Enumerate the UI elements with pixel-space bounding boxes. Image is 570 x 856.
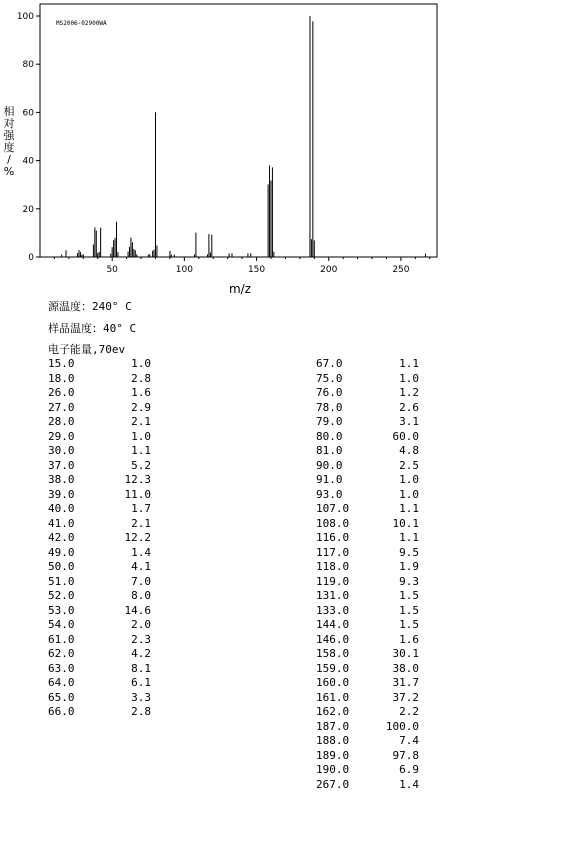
x-axis-label: m/z	[228, 282, 252, 296]
abundance-value: 1.0	[131, 357, 151, 370]
table-row	[316, 430, 419, 445]
table-row	[316, 763, 419, 778]
mz-value: 26.0	[48, 386, 75, 399]
table-row	[316, 357, 419, 372]
peak-table-right	[316, 357, 419, 792]
table-row	[316, 734, 419, 749]
abundance-value: 14.6	[124, 603, 151, 617]
abundance-value: 1.0	[399, 473, 419, 486]
table-row	[316, 676, 419, 691]
abundance-value: 12.2	[124, 531, 151, 544]
y-axis-label-char: %	[3, 165, 15, 178]
abundance-value: 3.3	[131, 690, 151, 704]
mz-value: 119.0	[316, 574, 350, 588]
mz-value: 158.0	[316, 647, 350, 660]
mz-value: 131.0	[316, 589, 350, 602]
table-row	[48, 546, 151, 561]
table-row	[48, 531, 151, 546]
mz-value: 159.0	[316, 661, 350, 675]
table-row	[316, 459, 419, 474]
abundance-value: 1.0	[399, 487, 419, 501]
table-row	[48, 357, 151, 372]
mz-value: 160.0	[316, 676, 350, 689]
y-axis-label-char: 相	[3, 105, 15, 118]
abundance-value: 2.1	[131, 516, 151, 530]
abundance-value: 37.2	[392, 690, 419, 704]
mz-value: 75.0	[316, 371, 343, 385]
x-axis	[54, 257, 429, 275]
table-row	[316, 372, 419, 387]
mz-value: 107.0	[316, 502, 350, 515]
abundance-value: 1.5	[399, 603, 419, 617]
abundance-value: 2.2	[399, 705, 419, 718]
table-row	[48, 647, 151, 662]
abundance-value: 2.9	[131, 400, 151, 414]
table-row	[316, 473, 419, 488]
mz-value: 64.0	[48, 676, 75, 689]
x-tick-label: 100	[175, 265, 193, 275]
mz-value: 65.0	[48, 690, 75, 704]
table-row	[316, 415, 419, 430]
y-tick-label: 80	[22, 60, 34, 71]
y-axis-label	[3, 106, 15, 178]
mz-value: 66.0	[48, 705, 75, 718]
mz-value: 144.0	[316, 618, 350, 631]
abundance-value: 7.4	[399, 734, 419, 747]
mz-value: 80.0	[316, 429, 343, 443]
table-row	[48, 488, 151, 503]
peak-bars	[62, 16, 426, 257]
table-row	[48, 459, 151, 474]
x-tick-label: 150	[247, 265, 266, 275]
mz-value: 54.0	[48, 618, 75, 631]
abundance-value: 1.4	[131, 545, 151, 559]
y-axis-label-char: 度	[3, 141, 15, 154]
abundance-value: 1.6	[131, 386, 151, 399]
mz-value: 42.0	[48, 531, 75, 544]
y-tick-label: 60	[22, 108, 34, 119]
table-row	[316, 618, 419, 633]
table-row	[316, 778, 419, 793]
table-row	[48, 430, 151, 445]
table-row	[316, 604, 419, 619]
abundance-value: 6.9	[399, 763, 419, 776]
mz-value: 61.0	[48, 632, 75, 646]
mz-value: 52.0	[48, 589, 75, 602]
abundance-value: 100.0	[385, 719, 419, 733]
mz-value: 27.0	[48, 400, 75, 414]
abundance-value: 2.0	[131, 618, 151, 631]
abundance-value: 11.0	[124, 487, 151, 501]
table-row	[316, 546, 419, 561]
mz-value: 76.0	[316, 386, 343, 399]
mz-value: 63.0	[48, 661, 75, 675]
table-row	[48, 618, 151, 633]
abundance-value: 4.8	[399, 444, 419, 457]
mz-value: 39.0	[48, 487, 75, 501]
y-axis-label-char: /	[7, 153, 11, 166]
abundance-value: 2.5	[399, 458, 419, 472]
mz-value: 146.0	[316, 632, 350, 646]
mz-value: 18.0	[48, 371, 75, 385]
table-row	[48, 517, 151, 532]
mz-value: 91.0	[316, 473, 343, 486]
abundance-value: 2.3	[131, 632, 151, 646]
table-row	[48, 560, 151, 575]
abundance-value: 8.1	[131, 661, 151, 675]
mz-value: 50.0	[48, 560, 75, 573]
mass-spectrum-chart	[0, 0, 570, 300]
mz-value: 78.0	[316, 400, 343, 414]
abundance-value: 12.3	[124, 473, 151, 486]
abundance-value: 1.7	[131, 502, 151, 515]
table-row	[48, 415, 151, 430]
abundance-value: 3.1	[399, 415, 419, 428]
mz-value: 49.0	[48, 545, 75, 559]
table-row	[48, 633, 151, 648]
mz-value: 189.0	[316, 748, 350, 762]
table-row	[316, 488, 419, 503]
abundance-value: 1.5	[399, 589, 419, 602]
table-row	[48, 705, 151, 720]
source-temperature: 源温度：240° C	[48, 300, 132, 313]
table-row	[316, 691, 419, 706]
table-row	[48, 401, 151, 416]
mz-value: 62.0	[48, 647, 75, 660]
table-row	[316, 633, 419, 648]
abundance-value: 8.0	[131, 589, 151, 602]
table-row	[316, 560, 419, 575]
table-row	[48, 372, 151, 387]
x-tick-label: 50	[106, 265, 118, 275]
mz-value: 90.0	[316, 458, 343, 472]
mz-value: 40.0	[48, 502, 75, 515]
abundance-value: 1.9	[399, 560, 419, 573]
abundance-value: 1.0	[399, 371, 419, 385]
abundance-value: 2.8	[131, 371, 151, 385]
abundance-value: 1.1	[399, 502, 419, 515]
table-row	[316, 517, 419, 532]
table-row	[48, 676, 151, 691]
mz-value: 67.0	[316, 357, 343, 370]
mz-value: 93.0	[316, 487, 343, 501]
abundance-value: 5.2	[131, 458, 151, 472]
abundance-value: 31.7	[392, 676, 419, 689]
x-tick-label: 200	[320, 265, 338, 275]
table-row	[48, 575, 151, 590]
abundance-value: 60.0	[392, 429, 419, 443]
abundance-value: 4.2	[131, 647, 151, 660]
abundance-value: 10.1	[392, 516, 419, 530]
mz-value: 29.0	[48, 429, 75, 443]
table-row	[316, 662, 419, 677]
abundance-value: 2.6	[399, 400, 419, 414]
abundance-value: 2.1	[131, 415, 151, 428]
abundance-value: 2.8	[131, 705, 151, 718]
mz-value: 190.0	[316, 763, 350, 776]
abundance-value: 30.1	[392, 647, 419, 660]
abundance-value: 1.1	[131, 444, 151, 457]
mz-value: 116.0	[316, 531, 350, 544]
table-row	[316, 444, 419, 459]
y-axis-label-char: 对	[3, 117, 15, 130]
table-row	[48, 444, 151, 459]
table-row	[48, 691, 151, 706]
plot-frame	[40, 4, 437, 257]
table-row	[316, 647, 419, 662]
mz-value: 108.0	[316, 516, 350, 530]
y-axis-label-char: 强	[3, 129, 15, 142]
table-row	[48, 502, 151, 517]
table-row	[316, 720, 419, 735]
mz-value: 79.0	[316, 415, 343, 428]
mz-value: 41.0	[48, 516, 75, 530]
abundance-value: 1.0	[131, 429, 151, 443]
abundance-value: 9.5	[399, 545, 419, 559]
abundance-value: 1.2	[399, 386, 419, 399]
electron-energy: 电子能量,70ev	[48, 343, 126, 356]
table-row	[316, 401, 419, 416]
mz-value: 51.0	[48, 574, 75, 588]
table-row	[316, 589, 419, 604]
mz-value: 188.0	[316, 734, 350, 747]
abundance-value: 1.1	[399, 357, 419, 370]
table-row	[316, 575, 419, 590]
sample-temperature: 样品温度：40° C	[48, 322, 137, 335]
mz-value: 37.0	[48, 458, 75, 472]
table-row	[316, 531, 419, 546]
mz-value: 28.0	[48, 415, 75, 428]
table-row	[48, 604, 151, 619]
x-tick-label: 250	[392, 265, 410, 275]
mz-value: 38.0	[48, 473, 75, 486]
table-row	[316, 705, 419, 720]
y-tick-label: 20	[22, 204, 34, 215]
abundance-value: 9.3	[399, 574, 419, 588]
mz-value: 15.0	[48, 357, 75, 370]
peak-table-left	[48, 357, 151, 720]
table-row	[48, 662, 151, 677]
y-axis	[17, 12, 40, 263]
mz-value: 187.0	[316, 719, 350, 733]
table-row	[316, 749, 419, 764]
mz-value: 267.0	[316, 777, 350, 791]
y-tick-label: 40	[22, 156, 34, 167]
y-tick-label: 0	[28, 253, 34, 263]
mz-value: 81.0	[316, 444, 343, 457]
mz-value: 162.0	[316, 705, 350, 718]
abundance-value: 1.5	[399, 618, 419, 631]
abundance-value: 4.1	[131, 560, 151, 573]
abundance-value: 97.8	[392, 748, 419, 762]
mz-value: 30.0	[48, 444, 75, 457]
abundance-value: 1.4	[399, 777, 419, 791]
table-row	[316, 502, 419, 517]
spectrum-id-label: MS2006-02900WA	[56, 20, 107, 27]
table-row	[48, 473, 151, 488]
mz-value: 117.0	[316, 545, 350, 559]
y-tick-label: 100	[16, 12, 34, 22]
abundance-value: 38.0	[392, 661, 419, 675]
mz-value: 133.0	[316, 603, 350, 617]
abundance-value: 7.0	[131, 574, 151, 588]
abundance-value: 6.1	[131, 676, 151, 689]
mz-value: 161.0	[316, 690, 350, 704]
abundance-value: 1.6	[399, 632, 419, 646]
table-row	[48, 386, 151, 401]
table-row	[316, 386, 419, 401]
table-row	[48, 589, 151, 604]
mz-value: 53.0	[48, 603, 75, 617]
mz-value: 118.0	[316, 560, 350, 573]
abundance-value: 1.1	[399, 531, 419, 544]
